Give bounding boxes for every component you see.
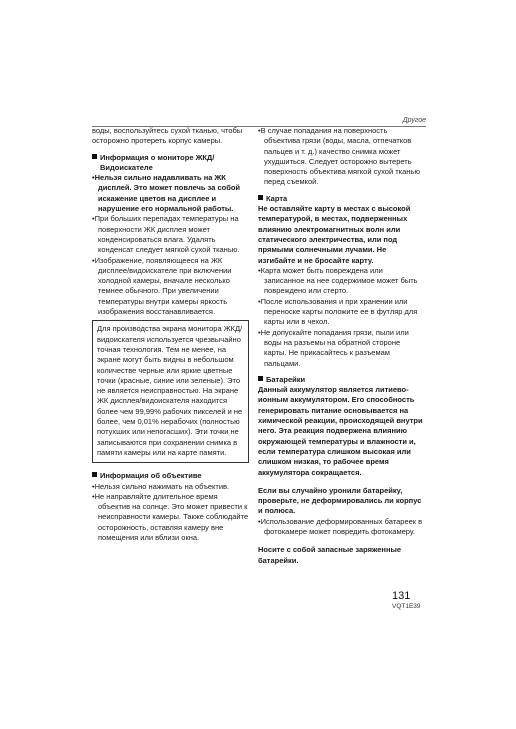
monitor-bullet: •Изображение, появляющееся на ЖК дисплее/видоискателе при включении холодной камеры, вначале несколько темнее обычного. При увеличении температуры внутри камеры яркость изображения восстанавливается. bbox=[92, 255, 232, 317]
battery-heading: Батарейки bbox=[258, 375, 424, 385]
monitor-bullet: •При больших перепадах температуры на поверхности ЖК дисплея может конденсироваться влага. Удалять конденсат следует мягкой сухой тканью. bbox=[92, 214, 240, 255]
monitor-heading: Информация о мониторе ЖКД/ Видоискателе bbox=[92, 153, 249, 174]
monitor-bullet: •Нельзя сильно надавливать на ЖК дисплей. Это может повлечь за собой искажение цветов на дисплее и нарушение его нормальной работы. bbox=[92, 173, 241, 214]
square-bullet-icon bbox=[258, 195, 263, 200]
lens-bullet: •Нельзя сильно нажимать на объектив. bbox=[92, 481, 230, 491]
note-box bbox=[92, 320, 249, 463]
note-box-text: Для производства экрана монитора ЖКД/видоискателя используется чрезвычайно точная технология. Тем не менее, на экране могут быть видны в небольшом количестве черные или яркие цветные точки (красные, синие или зеленые). Это не является неисправностью. На экране ЖК дисплея/видоискателя находится более чем 99,99% рабочих пикселей и не более, чем 0,01% нерабочих (полностью потухших или непогасших). Эти точки не записываются при сохранении снимка в памяти камеры или на карте памяти. bbox=[97, 324, 243, 457]
battery-spare-note: Носите с собой запасные заряженные батарейки. bbox=[258, 545, 402, 565]
lens-bullet: •В случае попадания на поверхность объектива грязи (воды, масла, отпечатков пальцев и т. д.) качество снимка может ухудшиться. Следует осторожно вытереть поверхность объектива мягкой сухой тканью перед съемкой. bbox=[258, 126, 420, 187]
card-bullet: •После использования и при хранении или переноске карты положите ее в футляр для карты или в чехол. bbox=[258, 296, 418, 327]
intro-text: воды, воспользуйтесь сухой тканью, чтобы осторожно протереть корпус камеры. bbox=[92, 126, 243, 146]
square-bullet-icon bbox=[92, 154, 97, 159]
battery-info: Данный аккумулятор является литиево-ионным аккумулятором. Его способность генерировать питание основывается на химической реакции, происходящей внутри него. Эта реакция подвержена влиянию окружающей температуры и влажности и, если температура слишком высокая или слишком низкая, то рабочее время аккумулятора сокращается. bbox=[258, 385, 423, 477]
battery-drop-warning: Если вы случайно уронили батарейку, проверьте, не деформировались ли корпус и полюса. bbox=[258, 485, 422, 516]
section-label: Другое bbox=[402, 117, 426, 124]
lens-heading: Информация об объективе bbox=[92, 471, 249, 481]
document-code: VQT1E39 bbox=[392, 603, 421, 610]
battery-bullet: •Использование деформированных батареек в фотокамере может повредить фотокамеру. bbox=[258, 516, 423, 536]
card-warning: Не оставляйте карту в местах с высокой температурой, в местах, подверженных влиянию электромагнитных волн или статического электричества, или под прямыми солнечными лучами. Не изгибайте и не бросайте карту. bbox=[258, 204, 411, 265]
page-number: 131 bbox=[392, 590, 411, 602]
card-heading: Карта bbox=[258, 194, 424, 204]
square-bullet-icon bbox=[92, 472, 97, 477]
lens-bullet: •Не направляйте длительное время объектив на солнце. Это может привести к неисправности камеры. Также соблюдайте осторожность, оставляя камеру вне помещения или вблизи окна. bbox=[92, 491, 249, 542]
card-bullet: •Карта может быть повреждена или записанное на нее содержимое может быть повреждено или стерто. bbox=[258, 265, 418, 296]
square-bullet-icon bbox=[258, 376, 263, 381]
card-bullet: •Не допускайте попадания грязи, пыли или воды на разъемы на обратной стороне карты. Не прикасайтесь к разъемам пальцами. bbox=[258, 327, 409, 368]
left-column bbox=[92, 126, 249, 543]
right-column bbox=[258, 126, 424, 566]
